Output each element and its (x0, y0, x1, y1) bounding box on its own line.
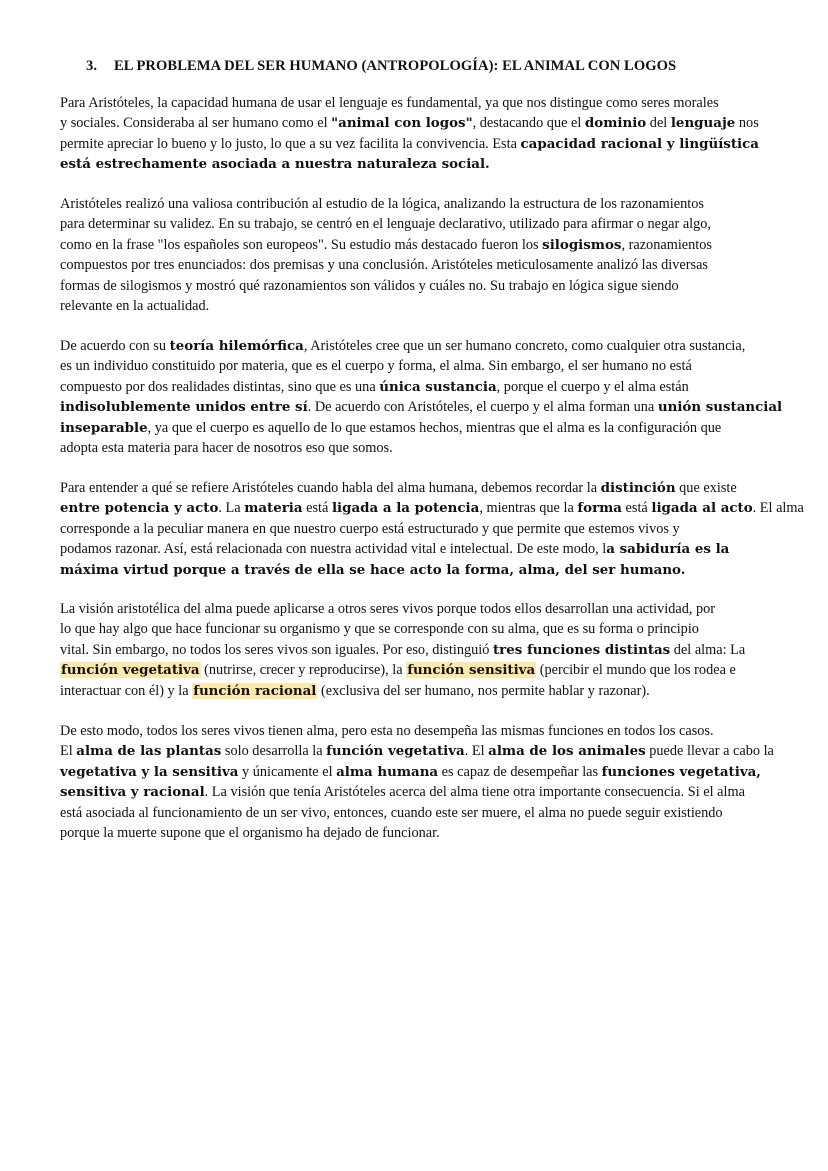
text-run: , Aristóteles cree que un ser humano concreto, como cualquier otra sustancia, (303, 338, 746, 354)
text-run: vital. Sin embargo, no todos los seres vivos son iguales. Por eso, distinguió (60, 641, 493, 658)
text-line (60, 640, 772, 660)
text-run: y únicamente el (238, 763, 337, 780)
text-run: (nutrirse, crecer y reproducirse), la (200, 662, 407, 679)
text-run: podamos razonar. Así, está relacionada con nuestra actividad vital e intelectual. De este modo, l (60, 541, 607, 558)
text-run: . La visión que tenía Aristóteles acerca del alma tiene otra importante consecuencia. Si el alma (204, 784, 745, 801)
text-run: está (302, 500, 332, 517)
text-line (60, 498, 804, 518)
text-line (60, 803, 772, 823)
text-run: Aristóteles realizó una valiosa contribución al estudio de la lógica, analizando la estructura de los razonamientos (60, 196, 704, 212)
paragraph-funciones-alma (60, 599, 772, 701)
text-run: para determinar su validez. En su trabajo, se centró en el lenguaje declarativo, utilizado para afirmar o negar algo, (60, 216, 712, 233)
text-run: está asociada al funcionamiento de un ser vivo, entonces, cuando este ser muere, el alma no puede seguir existiendo (60, 804, 723, 821)
text-line (60, 134, 772, 154)
paragraph-tipos-alma (60, 721, 772, 843)
text-line (60, 154, 772, 174)
text-line (60, 194, 772, 214)
text-line (60, 214, 772, 234)
text-run: es capaz de desempeñar las (438, 763, 602, 780)
paragraph-hilemorfismo (60, 336, 783, 458)
text-run: relevante en la actualidad. (60, 298, 210, 315)
bold-run: forma (577, 500, 622, 517)
text-run: del (646, 115, 671, 132)
text-line (60, 519, 772, 539)
text-run: y sociales. Consideraba al ser humano como el (60, 115, 332, 132)
highlighted-term: función racional (193, 682, 317, 699)
text-line (60, 397, 783, 417)
text-line (60, 296, 772, 316)
text-run: compuesto por dos realidades distintas, sino que es una (60, 378, 380, 395)
text-run: adopta esta materia para hacer de nosotros eso que somos. (60, 440, 393, 457)
bold-run: lenguaje (670, 115, 736, 132)
bold-run: "animal con logos" (331, 115, 473, 132)
bold-run: indisolublemente unidos entre sí (60, 399, 308, 416)
bold-run: unión sustancial (657, 399, 783, 416)
text-run: corresponde a la peculiar manera en que nuestro cuerpo está estructurado y que permite que estemos vivos y (60, 520, 680, 537)
text-run: De acuerdo con su (60, 338, 170, 354)
text-line (60, 721, 772, 741)
text-run: solo desarrolla la (221, 743, 327, 760)
bold-run: silogismos (542, 236, 622, 253)
bold-run: teoría hilemórfica (169, 338, 304, 354)
bold-run: inseparable (60, 419, 148, 436)
text-run: está (621, 500, 652, 517)
text-run: , mientras que la (479, 500, 578, 517)
text-run: . El (464, 743, 489, 760)
bold-run: está estrechamente asociada a nuestra naturaleza social. (60, 156, 490, 173)
text-line (60, 560, 772, 580)
bold-run: entre potencia y acto (60, 500, 219, 517)
text-line (60, 377, 772, 397)
text-run: formas de silogismos y mostró qué razonamientos son válidos y cuáles no. Su trabajo en lógica sigue siendo (60, 277, 679, 294)
text-run: La visión aristotélica del alma puede aplicarse a otros seres vivos porque todos ellos desarrollan una actividad, por (60, 601, 716, 617)
text-run: , razonamientos (621, 236, 712, 253)
text-run: como en la frase "los españoles son europeos". Su estudio más destacado fueron los (60, 236, 543, 253)
text-run: lo que hay algo que hace funcionar su organismo y que se corresponde con su alma, que es su forma o principio (60, 621, 699, 638)
text-line (60, 113, 772, 133)
text-run: nos (735, 115, 759, 132)
text-line (60, 539, 772, 559)
text-run: . La (218, 500, 245, 517)
bold-run: a sabiduría es la (606, 541, 730, 558)
text-run: que existe (675, 480, 737, 496)
text-line (60, 276, 772, 296)
text-run: interactuar con él) y la (60, 682, 193, 699)
text-run: El (60, 743, 77, 760)
bold-run: función vegetativa (326, 743, 465, 760)
text-line (60, 823, 772, 843)
text-run: es un individuo constituido por materia, que es el cuerpo y forma, el alma. Sin embargo, el ser humano no está (60, 358, 692, 375)
text-line (60, 235, 772, 255)
text-line (60, 356, 772, 376)
text-run: (exclusiva del ser humano, nos permite hablar y razonar). (317, 682, 650, 699)
paragraph-potencia-acto (60, 478, 804, 580)
bold-run: vegetativa y la sensitiva (60, 763, 239, 780)
bold-run: ligada al acto (651, 500, 753, 517)
highlighted-term: función vegetativa (61, 662, 200, 679)
highlighted-term: función sensitiva (407, 662, 536, 679)
text-line (60, 782, 772, 802)
text-line (60, 681, 772, 701)
bold-run: alma de las plantas (76, 743, 222, 760)
text-line (60, 741, 772, 761)
bold-run: materia (244, 500, 303, 517)
bold-run: sensitiva y racional (60, 784, 205, 801)
bold-run: capacidad racional y lingüística (520, 135, 759, 152)
text-run: del alma: La (670, 641, 746, 658)
bold-run: alma de los animales (488, 743, 646, 760)
text-line (60, 762, 772, 782)
text-run: Para entender a qué se refiere Aristóteles cuando habla del alma humana, debemos recordar la (60, 480, 601, 496)
text-run: , porque el cuerpo y el alma están (496, 378, 689, 395)
paragraph-logica (60, 194, 772, 316)
bold-run: ligada a la potencia (331, 500, 480, 517)
text-line (60, 599, 772, 619)
text-line (60, 418, 772, 438)
bold-run: única sustancia (379, 378, 497, 395)
text-run: . El alma (752, 500, 804, 517)
bold-run: distinción (600, 480, 676, 496)
text-run: De esto modo, todos los seres vivos tienen alma, pero esta no desempeña las mismas funciones en todos los casos. (60, 723, 714, 739)
text-run: puede llevar a cabo la (645, 743, 774, 760)
text-run: porque la muerte supone que el organismo ha dejado de funcionar. (60, 825, 440, 842)
text-line (60, 255, 772, 275)
text-run: , destacando que el (472, 115, 585, 132)
paragraph-logos (60, 93, 772, 175)
text-run: (percibir el mundo que los rodea e (536, 662, 736, 679)
text-line (60, 660, 772, 680)
section-number: 3. (86, 58, 98, 74)
text-run: Para Aristóteles, la capacidad humana de usar el lenguaje es fundamental, ya que nos distingue como seres morales (60, 95, 719, 111)
bold-run: funciones vegetativa, (601, 763, 761, 780)
text-run: permite apreciar lo bueno y lo justo, lo que a su vez facilita la convivencia. Esta (60, 135, 521, 152)
text-run: compuestos por tres enunciados: dos premisas y una conclusión. Aristóteles meticulosamente analizó las diversas (60, 257, 708, 274)
text-line (60, 336, 772, 356)
bold-run: alma humana (336, 763, 439, 780)
text-line (60, 478, 772, 498)
section-title: EL PROBLEMA DEL SER HUMANO (ANTROPOLOGÍA): EL ANIMAL CON LOGOS (114, 58, 677, 74)
bold-run: tres funciones distintas (493, 641, 671, 658)
bold-run: dominio (584, 115, 647, 132)
bold-run: máxima virtud porque a través de ella se hace acto la forma, alma, del ser humano. (60, 561, 686, 578)
text-line (60, 93, 772, 113)
text-run: . De acuerdo con Aristóteles, el cuerpo y el alma forman una (307, 399, 658, 416)
text-line (60, 438, 772, 458)
text-line (60, 619, 772, 639)
section-heading (86, 58, 676, 75)
text-run: , ya que el cuerpo es aquello de lo que estamos hechos, mientras que el alma es la configuración que (147, 419, 722, 436)
